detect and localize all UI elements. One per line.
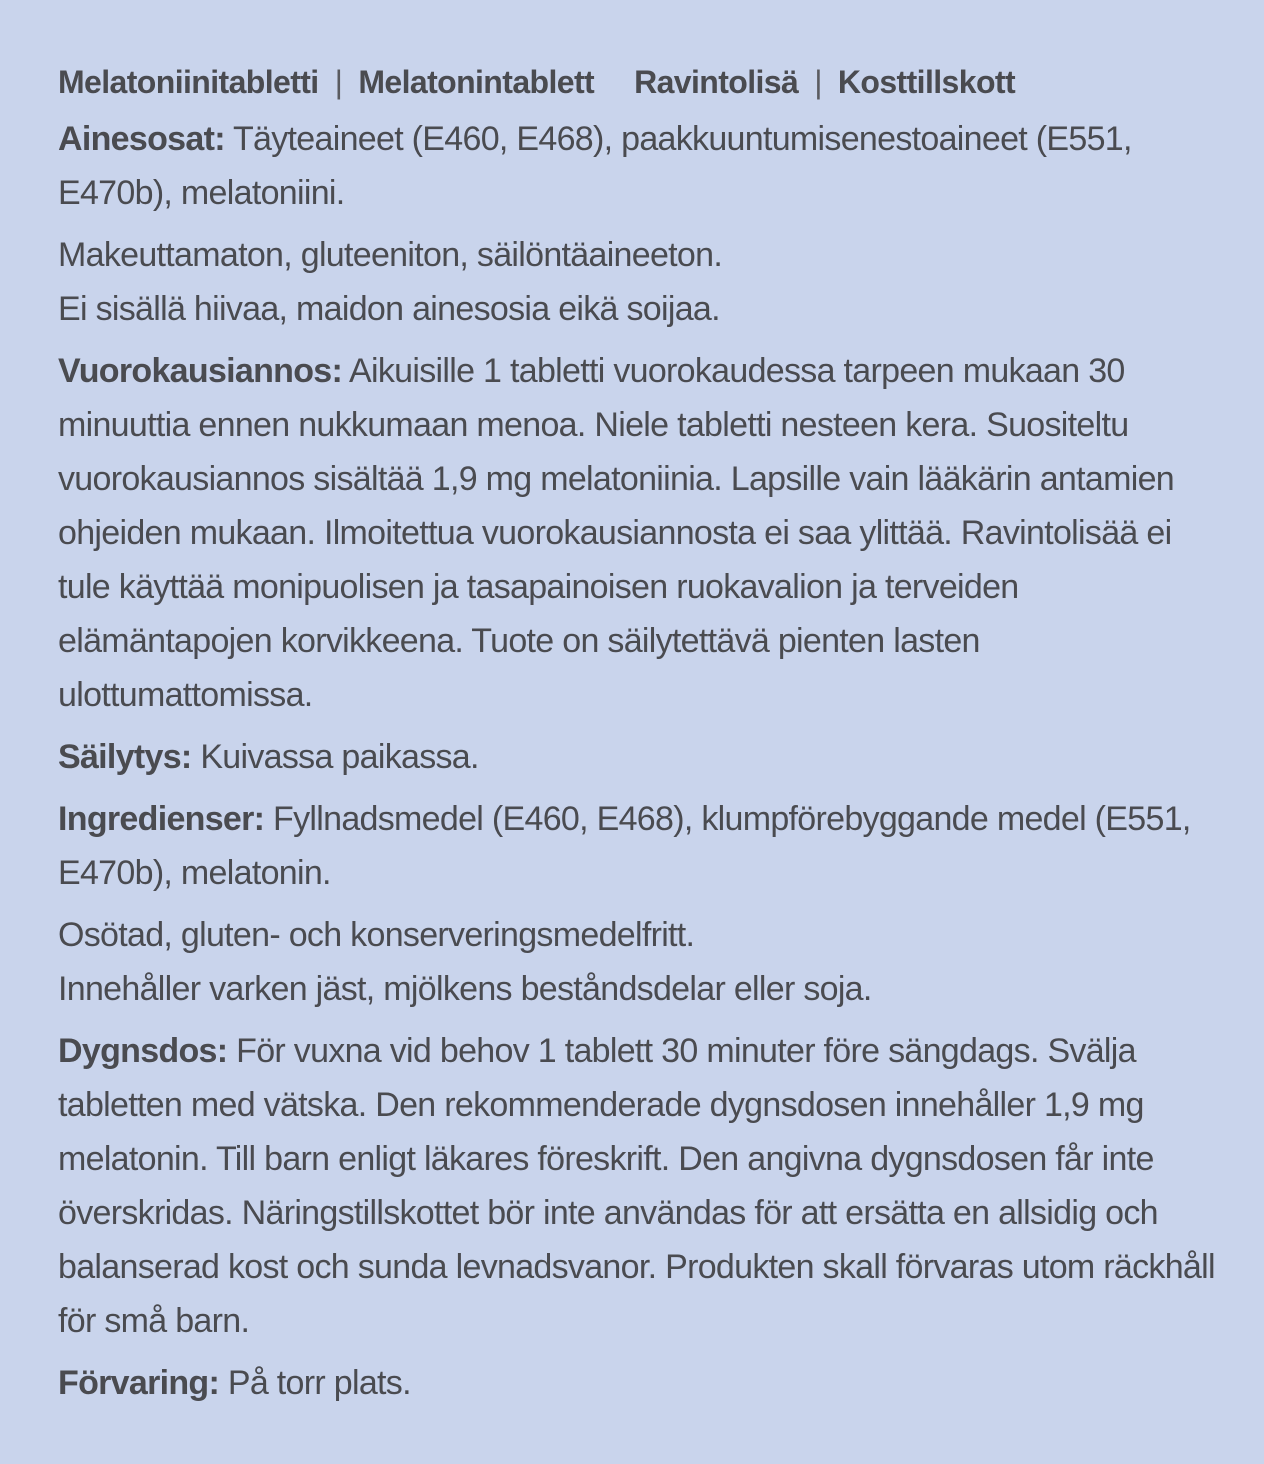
sv-daily-dose: [58, 1024, 1218, 1348]
sv-free-from-line-1: Osötad, gluten- och konserveringsmedelfritt.: [58, 916, 695, 954]
fi-daily-dose: [58, 344, 1218, 722]
fi-storage: [58, 730, 1218, 784]
sv-dose-label: Dygnsdos:: [58, 1032, 228, 1070]
fi-storage-text: Kuivassa paikassa.: [200, 738, 479, 776]
sv-ingredients: [58, 792, 1218, 900]
label-header: [58, 52, 1218, 112]
fi-free-from-line-2: Ei sisällä hiivaa, maidon ainesosia eikä soijaa.: [58, 290, 720, 328]
product-name-sv: Melatonintablett: [358, 64, 595, 100]
fi-ingredients-label: Ainesosat:: [58, 120, 225, 158]
sv-storage-text: På torr plats.: [227, 1364, 411, 1402]
fi-dose-label: Vuorokausiannos:: [58, 352, 343, 390]
product-label: [58, 52, 1218, 1410]
fi-storage-label: Säilytys:: [58, 738, 192, 776]
fi-free-from-line-1: Makeuttamaton, gluteeniton, säilöntäaineeton.: [58, 236, 723, 274]
sv-ingredients-text: Fyllnadsmedel (E460, E468), klumpförebyggande medel (E551, E470b), melatonin.: [58, 800, 1191, 892]
product-type-fi: Ravintolisä: [634, 64, 799, 100]
sv-ingredients-label: Ingredienser:: [58, 800, 265, 838]
product-name-fi: Melatoniinitabletti: [58, 64, 319, 100]
fi-ingredients-text: Täyteaineet (E460, E468), paakkuuntumisenestoaineet (E551, E470b), melatoniini.: [58, 120, 1132, 212]
sv-dose-text: För vuxna vid behov 1 tablett 30 minuter före sängdags. Svälja tabletten med vätska. Den rekommenderade dygnsdosen innehåller 1,9 mg melatonin. Till barn enligt läkares föreskrift. Den angivna dygnsdosen får inte överskridas. Näringstillskottet bör inte användas för att ersätta en allsidig och balanserad kost och sunda levnadsvanor. Produkten skall förvaras utom räckhåll för små barn.: [58, 1032, 1215, 1340]
header-separator: |: [814, 64, 822, 100]
sv-free-from: [58, 908, 1218, 1016]
sv-free-from-line-2: Innehåller varken jäst, mjölkens beståndsdelar eller soja.: [58, 970, 872, 1008]
fi-free-from: [58, 228, 1218, 336]
header-separator: |: [334, 64, 343, 100]
fi-ingredients: [58, 112, 1218, 220]
fi-dose-text: Aikuisille 1 tabletti vuorokaudessa tarpeen mukaan 30 minuuttia ennen nukkumaan menoa. Niele tabletti nesteen kera. Suositeltu vuorokausiannos sisältää 1,9 mg melatoniinia. Lapsille vain lääkärin antamien ohjeiden mukaan. Ilmoitettua vuorokausiannosta ei saa ylittää. Ravintolisää ei tule käyttää monipuolisen ja tasapainoisen ruokavalion ja terveiden elämäntapojen korvikkeena. Tuote on säilytettävä pienten lasten ulottumattomissa.: [58, 352, 1174, 714]
sv-storage: [58, 1356, 1218, 1410]
product-type-sv: Kosttillskott: [837, 64, 1015, 100]
sv-storage-label: Förvaring:: [58, 1364, 220, 1402]
